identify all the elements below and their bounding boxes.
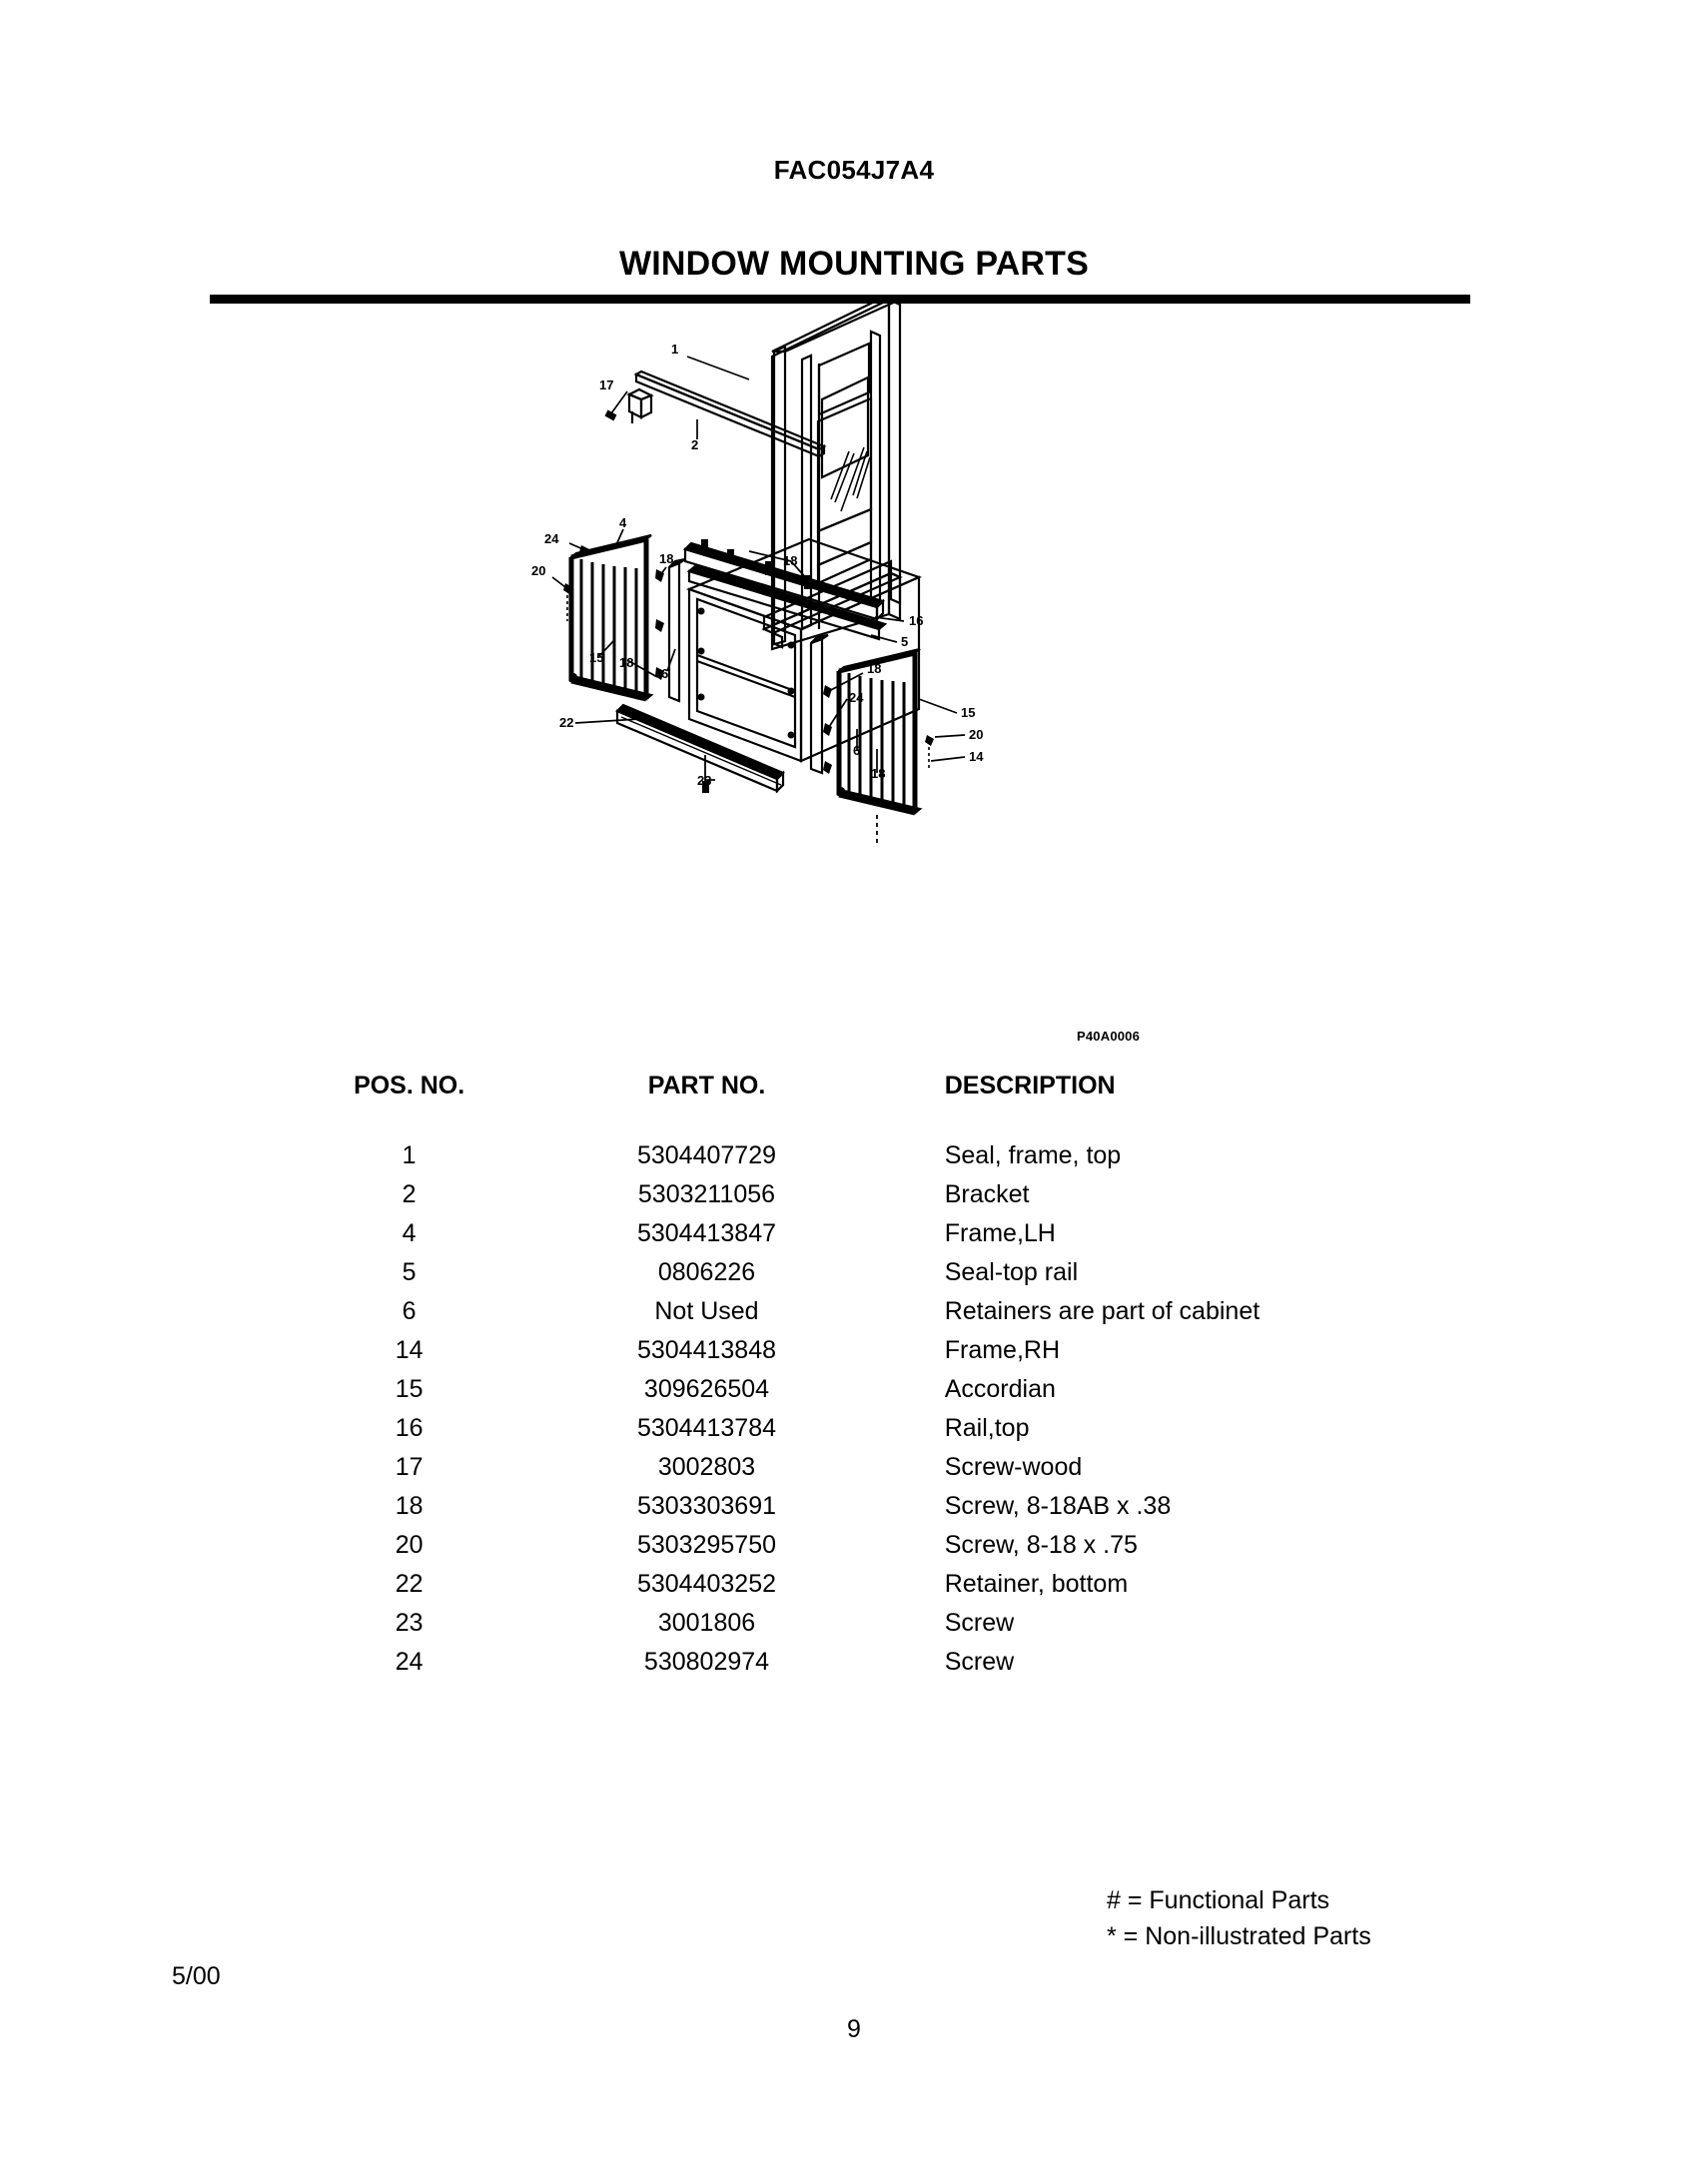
screw-20-right [925,735,934,771]
parts-table-body [300,1136,1418,1682]
cell-pos-no: 23 [395,1609,424,1637]
svg-text:20: 20 [969,727,984,742]
table-row [300,1175,1418,1214]
cell-description: Screw [944,1609,1015,1637]
window-upper-sash [818,344,871,531]
cell-description: Screw, 8-18AB x .38 [944,1492,1172,1520]
cell-description: Seal, frame, top [944,1141,1122,1169]
table-row [300,1292,1418,1331]
column-header-description: DESCRIPTION [944,1072,1116,1099]
screws-right-panel [823,685,832,774]
cell-description: Screw-wood [944,1453,1083,1481]
cell-pos-no: 16 [395,1414,424,1442]
table-row [300,1214,1418,1253]
cell-part-no: 5304403252 [636,1570,777,1598]
table-row [300,1253,1418,1292]
cell-description: Retainers are part of cabinet [944,1297,1261,1325]
table-row [300,1643,1418,1682]
cell-pos-no: 17 [395,1453,424,1481]
cell-pos-no: 22 [395,1570,424,1598]
svg-text:4: 4 [619,515,627,530]
screws-left-panel [655,569,664,680]
table-row [300,1448,1418,1487]
cell-pos-no: 18 [395,1492,424,1520]
cell-description: Retainer, bottom [944,1570,1129,1598]
legend-functional-parts: # = Functional Parts [1107,1886,1330,1914]
cell-pos-no: 15 [395,1375,424,1403]
table-row [300,1487,1418,1526]
cell-description: Rail,top [944,1414,1030,1442]
svg-text:24: 24 [849,690,864,705]
cell-part-no: 5303303691 [636,1492,777,1520]
cell-pos-no: 14 [395,1336,424,1364]
exploded-parts-illustration [519,300,1219,1019]
svg-text:16: 16 [909,613,924,628]
svg-text:15: 15 [589,650,604,665]
cell-part-no: 0806226 [657,1258,756,1286]
cell-description: Frame,LH [944,1219,1056,1247]
cell-pos-no: 1 [402,1141,417,1169]
svg-text:14: 14 [969,749,984,764]
cell-part-no: 3002803 [657,1453,756,1481]
column-header-part-no: PART NO. [647,1072,766,1099]
cell-part-no: 5304413848 [636,1336,777,1364]
svg-text:18: 18 [783,553,798,568]
svg-text:1: 1 [671,342,679,357]
revision-date: 5/00 [172,1962,221,1990]
cell-description: Accordian [944,1375,1056,1403]
svg-text:18: 18 [871,766,886,781]
cell-part-no: 309626504 [643,1375,770,1403]
cell-pos-no: 2 [402,1180,417,1208]
svg-text:20: 20 [531,563,546,578]
retainer-strip-left [669,559,685,701]
table-row [300,1565,1418,1604]
accordion-panel-left [569,535,651,699]
cell-pos-no: 20 [395,1531,424,1559]
cell-part-no: 5304407729 [636,1141,777,1169]
table-row [300,1526,1418,1565]
svg-text:18: 18 [867,661,882,676]
cell-part-no: Not Used [654,1297,759,1325]
cell-description: Seal-top rail [944,1258,1079,1286]
page-title: WINDOW MOUNTING PARTS [618,245,1090,283]
svg-text:18: 18 [619,655,634,670]
cell-description: Screw [944,1648,1015,1676]
table-row [300,1136,1418,1175]
cell-description: Bracket [944,1180,1030,1208]
svg-text:17: 17 [599,377,614,392]
screw-wood-17 [606,411,615,419]
svg-text:15: 15 [961,705,976,720]
cell-pos-no: 5 [402,1258,417,1286]
page-number: 9 [847,2015,861,2043]
parts-list-table [300,1072,1418,1682]
seal-frame-top [636,371,824,456]
diagram-reference-code: P40A0006 [1077,1029,1141,1044]
cell-part-no: 530802974 [643,1648,770,1676]
model-number: FAC054J7A4 [773,155,935,185]
legend-non-illustrated-parts: * = Non-illustrated Parts [1107,1922,1371,1950]
svg-text:5: 5 [901,634,909,649]
svg-text:6: 6 [853,743,861,758]
column-header-pos-no: POS. NO. [354,1072,465,1099]
cell-part-no: 5303295750 [636,1531,777,1559]
table-row [300,1409,1418,1448]
table-row [300,1370,1418,1409]
cell-pos-no: 6 [402,1297,417,1325]
cell-pos-no: 4 [402,1219,417,1247]
table-row [300,1331,1418,1370]
svg-text:23: 23 [697,773,712,788]
svg-text:6: 6 [661,666,669,681]
table-row [300,1604,1418,1643]
cell-part-no: 5304413784 [636,1414,777,1442]
svg-text:2: 2 [691,437,699,452]
cell-description: Frame,RH [944,1336,1061,1364]
svg-text:24: 24 [544,531,559,546]
table-header-row [300,1072,1418,1136]
cell-description: Screw, 8-18 x .75 [944,1531,1138,1559]
mounting-bracket [629,389,651,423]
svg-text:18: 18 [659,551,674,566]
cell-part-no: 5304413847 [636,1219,777,1247]
svg-text:22: 22 [559,715,574,730]
legend-notes [1107,1882,1371,1954]
cell-part-no: 3001806 [657,1609,756,1637]
cell-pos-no: 24 [395,1648,424,1676]
cell-part-no: 5303211056 [637,1180,776,1208]
